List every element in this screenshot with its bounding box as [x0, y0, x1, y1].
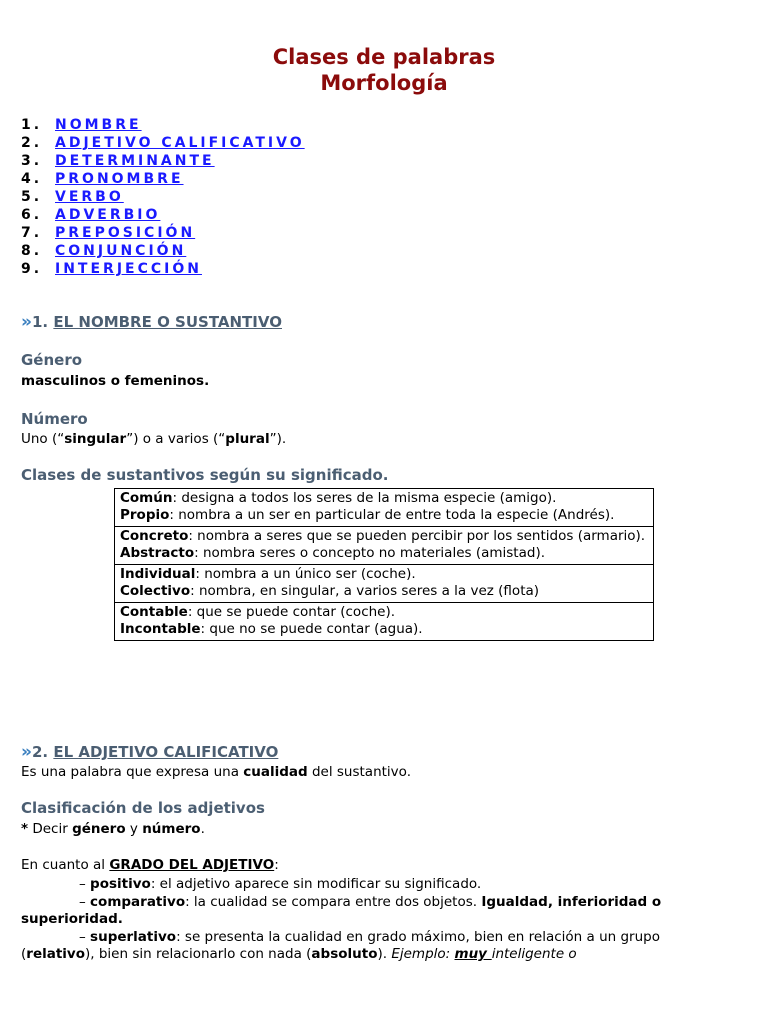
- section-heading-adjetivo: [21, 742, 278, 762]
- list-item: – comparativo: la cualidad se compara entre dos objetos. Igualdad, inferioridad o superioridad.: [21, 893, 662, 927]
- section-title-link[interactable]: EL NOMBRE O SUSTANTIVO: [53, 313, 282, 331]
- toc-item: [21, 242, 305, 260]
- toc-item: [21, 170, 305, 188]
- page-subtitle: Morfología: [320, 71, 448, 95]
- toc-item: [21, 152, 305, 170]
- table-cell: Común: designa a todos los seres de la misma especie (amigo). Propio: nombra a un ser en particular de entre toda la especie (Andrés).: [115, 489, 654, 527]
- toc-number: 2.: [21, 135, 43, 151]
- double-chevron-right-icon: »: [21, 742, 30, 762]
- section-title-link[interactable]: EL ADJETIVO CALIFICATIVO: [53, 743, 279, 761]
- toc-link-interjeccion[interactable]: INTERJECCIÓN: [55, 261, 202, 277]
- toc-number: 9.: [21, 261, 43, 277]
- genero-heading: Género: [21, 351, 83, 369]
- table-cell: Contable: que se puede contar (coche). Incontable: que no se puede contar (agua).: [115, 603, 654, 641]
- table-cell: Concreto: nombra a seres que se pueden percibir por los sentidos (armario). Abstracto: nombra seres o concepto no materiales (amistad).: [115, 527, 654, 565]
- genero-text: masculinos o femeninos.: [21, 373, 210, 389]
- clasificacion-heading: Clasificación de los adjetivos: [21, 799, 265, 817]
- decir-text: * Decir género y número.: [21, 821, 205, 837]
- grado-text: En cuanto al GRADO DEL ADJETIVO:: [21, 857, 279, 873]
- toc-item: [21, 206, 305, 224]
- toc-link-verbo[interactable]: VERBO: [55, 189, 124, 205]
- table-row: [115, 603, 654, 641]
- toc-item: [21, 116, 305, 134]
- table-row: [115, 565, 654, 603]
- toc-item: [21, 224, 305, 242]
- toc-link-adverbio[interactable]: ADVERBIO: [55, 207, 161, 223]
- toc-number: 4.: [21, 171, 43, 187]
- toc-link-nombre[interactable]: NOMBRE: [55, 117, 142, 133]
- toc-number: 7.: [21, 225, 43, 241]
- toc-link-preposicion[interactable]: PREPOSICIÓN: [55, 225, 196, 241]
- clases-sustantivos-table: [114, 488, 654, 641]
- toc-number: 5.: [21, 189, 43, 205]
- list-item: – positivo: el adjetivo aparece sin modificar su significado.: [79, 876, 482, 892]
- toc-item: [21, 260, 305, 278]
- toc-number: 6.: [21, 207, 43, 223]
- double-chevron-right-icon: »: [21, 312, 30, 332]
- page-title: Clases de palabras: [272, 45, 496, 69]
- toc-link-determinante[interactable]: DETERMINANTE: [55, 153, 215, 169]
- toc-item: [21, 188, 305, 206]
- toc-link-adjetivo[interactable]: ADJETIVO CALIFICATIVO: [55, 135, 305, 151]
- section-heading-nombre: [21, 312, 282, 332]
- section-number: 1.: [31, 313, 49, 331]
- toc-number: 3.: [21, 153, 43, 169]
- table-row: [115, 489, 654, 527]
- clases-heading: Clases de sustantivos según su significado.: [21, 466, 389, 484]
- table-cell: Individual: nombra a un único ser (coche). Colectivo: nombra, en singular, a varios seres a la vez (flota): [115, 565, 654, 603]
- adjetivo-intro: Es una palabra que expresa una cualidad del sustantivo.: [21, 764, 411, 780]
- table-of-contents: [21, 116, 305, 278]
- grado-list: [21, 876, 731, 964]
- toc-number: 8.: [21, 243, 43, 259]
- toc-link-pronombre[interactable]: PRONOMBRE: [55, 171, 184, 187]
- toc-item: [21, 134, 305, 152]
- numero-text: Uno (“singular”) o a varios (“plural”).: [21, 431, 287, 447]
- toc-number: 1.: [21, 117, 43, 133]
- numero-heading: Número: [21, 410, 88, 428]
- list-item: – superlativo: se presenta la cualidad en grado máximo, bien en relación a un grupo (relativo), bien sin relacionarlo con nada (absoluto). Ejemplo: muy inteligente o: [21, 928, 660, 962]
- section-number: 2.: [31, 743, 49, 761]
- table-row: [115, 527, 654, 565]
- toc-link-conjuncion[interactable]: CONJUNCIÓN: [55, 243, 187, 259]
